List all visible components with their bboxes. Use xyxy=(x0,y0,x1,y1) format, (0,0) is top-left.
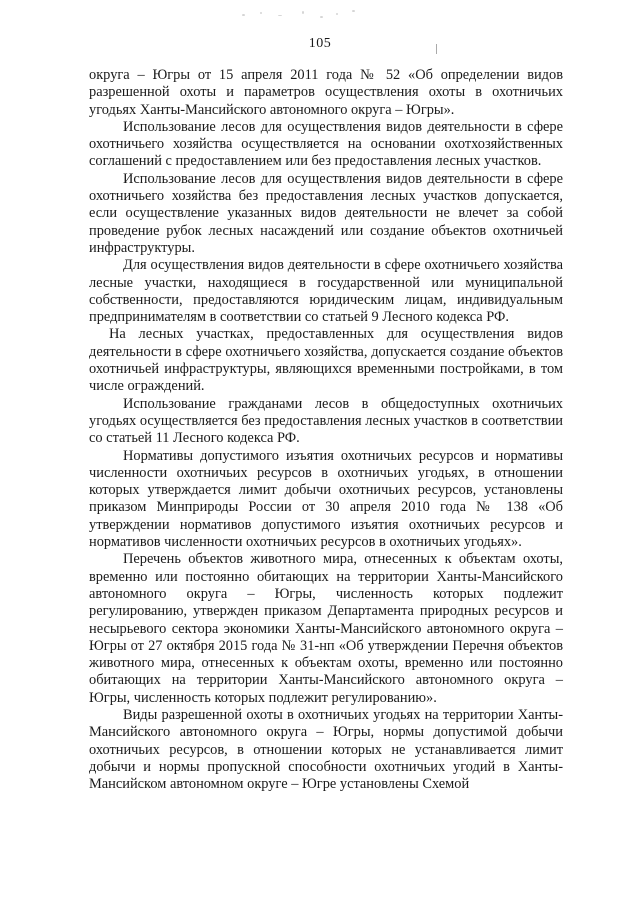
paragraph: Нормативы допустимого изъятия охотничьих ресурсов и нормативы численности охотничьих ресурсов в охотничьих угодьях, в отношении которых утверждается лимит добычи охотничьих ресурсов, установлены приказом Минприроды России от 30 апреля 2010 года № 138 «Об утверждении нормативов допустимого изъятия охотничьих ресурсов и нормативов численности охотничьих ресурсов в охотничьих угодьях». xyxy=(89,447,563,551)
paragraph: Использование лесов для осуществления видов деятельности в сфере охотничьего хозяйства без предоставления лесных участков допускается, если осуществление указанных видов деятельности не влечет за собой проведение рубок лесных насаждений или создание объектов охотничьей инфраструктуры. xyxy=(89,170,563,256)
paragraph: Перечень объектов животного мира, отнесенных к объектам охоты, временно или постоянно обитающих на территории Ханты-Мансийского автономного округа – Югры, численность которых подлежит регулированию, утвержден приказом Департамента природных ресурсов и несырьевого сектора экономики Ханты-Мансийского автономного округа – Югры от 27 октября 2015 года № 31-нп «Об утверждении Перечня объектов животного мира, отнесенных к объектам охоты, временно или постоянно обитающих на территории Ханты-Мансийского автономного округа – Югры, численность которых подлежит регулированию». xyxy=(89,551,563,706)
scan-artifact xyxy=(232,6,372,24)
page-number: 105 xyxy=(308,36,332,51)
paragraph: Использование гражданами лесов в общедоступных охотничьих угодьях осуществляется без предоставления лесных участков в соответствии со статьей 11 Лесного кодекса РФ. xyxy=(89,395,563,447)
paragraph: На лесных участках, предоставленных для осуществления видов деятельности в сфере охотничьего хозяйства, допускается создание объектов охотничьей инфраструктуры, являющихся временными постройками, в том числе ограждений. xyxy=(89,326,563,395)
paragraph: Использование лесов для осуществления видов деятельности в сфере охотничьего хозяйства осуществляется на основании охотхозяйственных соглашений с предоставлением или без предоставления лесных участков. xyxy=(89,118,563,170)
paragraph: Для осуществления видов деятельности в сфере охотничьего хозяйства лесные участки, находящиеся в государственной или муниципальной собственности, предоставляются юридическим лицам, индивидуальным предпринимателям в соответствии со статьей 9 Лесного кодекса РФ. xyxy=(89,257,563,326)
paragraph: округа – Югры от 15 апреля 2011 года № 52 «Об определении видов разрешенной охоты и параметров осуществления охоты в охотничьих угодьях Ханты-Мансийского автономного округа – Югры». xyxy=(89,67,563,118)
document-body xyxy=(89,67,563,793)
paragraph: Виды разрешенной охоты в охотничьих угодьях на территории Ханты-Мансийского автономного округа – Югры, нормы допустимой добычи охотничьих ресурсов, в отношении которых не устанавливается лимит добычи и нормы пропускной способности охотничьих угодий в Ханты-Мансийском автономном округе – Югре установлены Схемой xyxy=(89,706,563,793)
